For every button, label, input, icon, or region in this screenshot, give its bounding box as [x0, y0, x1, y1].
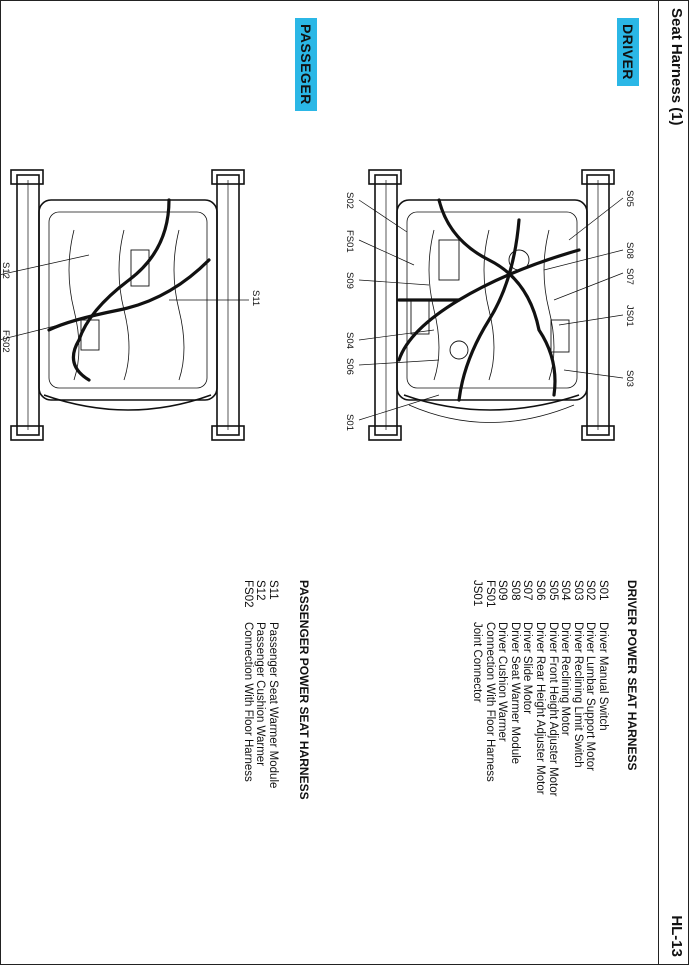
passenger-callout-fs02: FS02	[0, 330, 11, 353]
passenger-callout-s11: S11	[250, 290, 261, 307]
legend-row: FS02 Connection With Floor Harness	[241, 580, 254, 782]
driver-callout-s07: S07	[624, 268, 635, 285]
legend-row: S06 Driver Rear Height Adjuster Motor	[534, 580, 547, 795]
legend-row: S09 Driver Cushion Warmer	[496, 580, 509, 742]
page-number: HL-13	[668, 915, 685, 957]
driver-legend-title: DRIVER POWER SEAT HARNESS	[625, 580, 639, 771]
driver-callout-s06: S06	[344, 358, 355, 375]
driver-callout-s03: S03	[624, 370, 635, 387]
legend-row: S03 Driver Reclining Limit Switch	[571, 580, 584, 768]
driver-callout-s08: S08	[624, 242, 635, 259]
legend-row: S08 Driver Seat Warmer Module	[508, 580, 521, 765]
legend-row: JS01 Joint Connector	[471, 580, 484, 703]
driver-callout-fs01: FS01	[344, 230, 355, 253]
legend-row: S11 Passenger Seat Warmer Module	[267, 580, 279, 789]
driver-callout-s09: S09	[344, 272, 355, 289]
page-title: Seat Harness (1)	[668, 8, 685, 126]
driver-callout-s05: S05	[624, 190, 635, 207]
passenger-callout-s12: S12	[0, 262, 11, 279]
legend-row: S05 Driver Front Height Adjuster Motor	[546, 580, 559, 797]
driver-callout-s01: S01	[344, 414, 355, 431]
legend-row: FS01 Connection With Floor Harness	[483, 580, 496, 782]
legend-row: S04 Driver Reclining Motor	[559, 580, 572, 736]
driver-callout-s04: S04	[344, 332, 355, 349]
passenger-tag: PASSEGER	[295, 18, 317, 111]
legend-row: S07 Driver Slide Motor	[521, 580, 534, 715]
legend-row: S02 Driver Lumbar Support Motor	[584, 580, 597, 771]
passenger-legend-title: PASSENGER POWER SEAT HARNESS	[297, 580, 311, 800]
driver-callout-js01: JS01	[624, 305, 635, 327]
driver-callout-s02: S02	[344, 192, 355, 209]
legend-row: S12 Passenger Cushion Warmer	[254, 580, 267, 767]
legend-row: S01 Driver Manual Switch	[597, 580, 609, 731]
driver-tag: DRIVER	[617, 18, 639, 86]
